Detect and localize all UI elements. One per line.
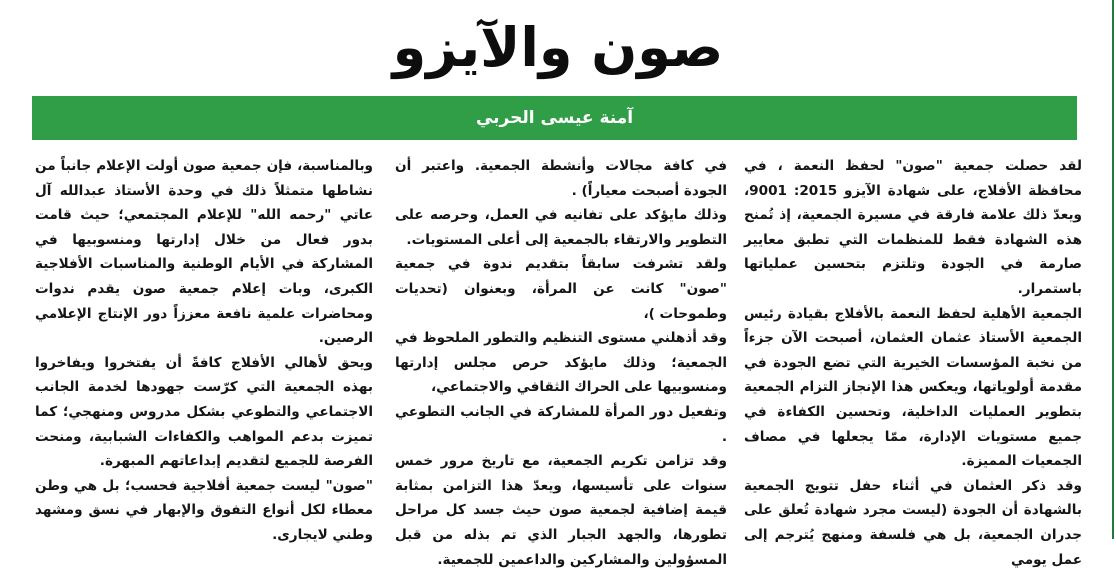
author-banner [32, 96, 1077, 140]
paragraph: وبالمناسبة، فإن جمعية صون أولت الإعلام جانباً من نشاطها متمثلاً ذلك في وحدة الأستاذ عبدالله آل عاتي "رحمه الله" للإعلام المجتمعي؛ حيث قامت بدور فعال من خلال إدارتها ومنسوبيها في المشاركة في الأيام الوطنية والمناسبات الأفلاجية الكبرى، وبات إعلام جمعية صون يقدم ندوات ومحاضرات علمية نافعة معززاً دور الإنتاج الإعلامي الرصين. [35, 158, 373, 347]
article-column-right [744, 154, 1082, 568]
paragraph: وقد ذكر العثمان في أثناء حفل تتويج الجمعية بالشهادة أن الجودة (ليست مجرد شهادة تُعلق على جدران الجمعية، بل هي فلسفة ومنهج يُترجم إلى عمل يومي [744, 477, 1082, 568]
paragraph: ولقد تشرفت سابقاً بتقديم ندوة في جمعية "صون" كانت عن المرأة، وبعنوان (تحديات وطموحات )، [395, 256, 727, 322]
paragraph: ويحق لأهالي الأفلاج كافةً أن يفتخروا ويفاخروا بهذه الجمعية التي كرّست جهودها لخدمة الجانب الاجتماعي والتطوعي بشكل مدروس ومنهجي؛ كما تميزت بدعم المواهب والكفاءات الشبابية، ومنحت الفرصة للجميع لتقديم إبداعاتهم المبهرة. [35, 354, 373, 470]
article-title: صون والآيزو [392, 16, 724, 79]
paragraph: "صون" ليست جمعية أفلاجية فحسب؛ بل هي وطن معطاء لكل أنواع التفوق والإبهار في نسق ومشهد وطني لايجارى. [35, 477, 373, 543]
paragraph: وقد أذهلني مستوى التنظيم والتطور الملحوظ في الجمعية؛ وذلك مايؤكد حرص مجلس إدارتها ومنسوبيها على الحراك الثقافي والاجتماعي، [395, 330, 727, 396]
paragraph: وتفعيل دور المرأة للمشاركة في الجانب التطوعي . [395, 403, 727, 445]
paragraph: وقد تزامن تكريم الجمعية، مع تاريخ مرور خمس سنوات على تأسيسها، ويعدّ هذا التزامن بمثابة قيمة إضافية لجمعية صون حيث جسد كل مراحل تطورها، والجهد الجبار الذي تم بذله من قبل المسؤولين والمشاركين والداعمين للجمعية. [395, 453, 727, 568]
paragraph: الجمعية الأهلية لحفظ النعمة بالأفلاج بقيادة رئيس الجمعية الأستاذ عثمان العثمان، أصبحت الآن جزءاً من نخبة المؤسسات الخيرية التي تضع الجودة في مقدمة أولوياتها، ويعكس هذا الإنجاز التزام الجمعية بتطوير العمليات الداخلية، وتحسين الكفاءة في جميع مستويات الإدارة، ممّا يجعلها في مصاف الجمعيات المميزة. [744, 305, 1082, 470]
article-column-left [35, 154, 373, 543]
author-name: آمنة عيسى الحربي [475, 108, 634, 128]
paragraph: في كافة مجالات وأنشطة الجمعية. واعتبر أن الجودة أصبحت معياراً) . [395, 158, 727, 199]
paragraph: وذلك مايؤكد على تفانيه في العمل، وحرصه على التطوير والارتقاء بالجمعية إلى أعلى المستويات. [395, 207, 727, 248]
article-column-middle [395, 154, 727, 568]
paragraph: لقد حصلت جمعية "صون" لحفظ النعمة ، في محافظة الأفلاج، على شهادة الآيزو 2015: 9001، ويعدّ ذلك علامة فارقة في مسيرة الجمعية، إذ تُمنح هذه الشهادة فقط للمنظمات التي تطبق معايير صارمة في الجودة وتلتزم بتحسين عملياتها باستمرار. [744, 158, 1082, 297]
